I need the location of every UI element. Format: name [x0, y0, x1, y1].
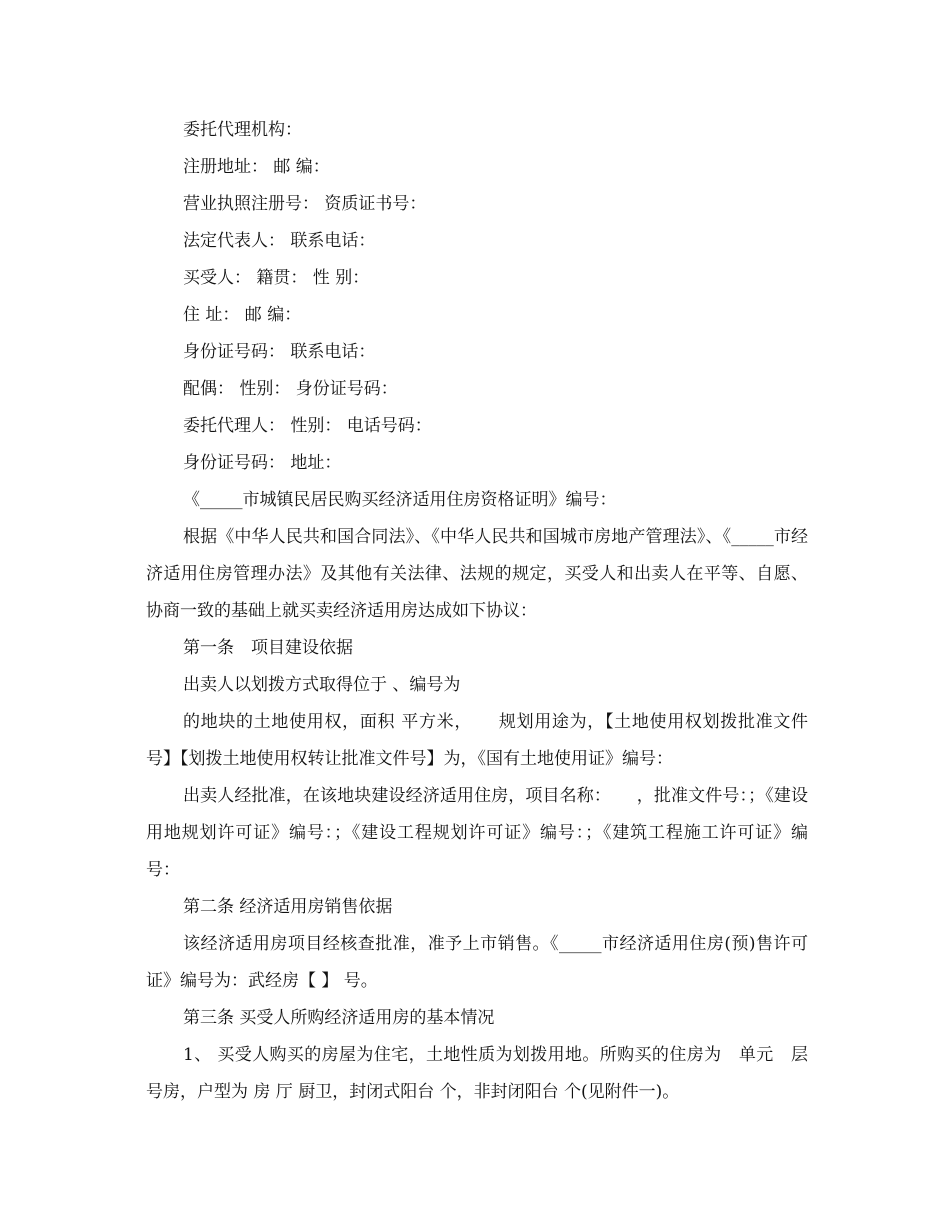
article2-paragraph: 该经济适用房项目经核查批准，准予上市销售。《_____市经济适用住房(预)售许可证》编号为：武经房【 】 号。 [146, 934, 808, 991]
agent-id-line: 身份证号码： 地址： [183, 453, 342, 473]
buyer-address-line: 住 址： 邮 编： [183, 305, 302, 325]
article1-title: 第一条 项目建设依据 [183, 638, 353, 658]
buyer-id-line: 身份证号码： 联系电话： [183, 342, 376, 362]
article1-location-line: 出卖人以划拨方式取得位于 、编号为 [183, 675, 461, 695]
legal-representative-line: 法定代表人： 联系电话： [183, 231, 376, 251]
article1-approval-paragraph: 出卖人经批准，在该地块建设经济适用住房，项目名称： ，批准文件号：；《建设用地规划许可证》编号：；《建设工程规划许可证》编号：；《建筑工程施工许可证》编号： [146, 786, 808, 880]
agent-person-line: 委托代理人： 性别： 电话号码： [183, 416, 432, 436]
agent-agency-line: 委托代理机构： [183, 120, 302, 140]
registered-address-line: 注册地址： 邮 编： [183, 157, 330, 177]
buyer-line: 买受人： 籍贯： 性 别： [183, 268, 370, 288]
business-license-line: 营业执照注册号： 资质证书号： [183, 194, 427, 214]
spouse-line: 配偶： 性别： 身份证号码： [183, 379, 398, 399]
article3-title: 第三条 买受人所购经济适用房的基本情况 [183, 1008, 495, 1028]
article2-title: 第二条 经济适用房销售依据 [183, 897, 393, 917]
article1-land-paragraph: 的地块的土地使用权，面积 平方米， 规划用途为，【土地使用权划拨批准文件号】【划拨土地使用权转让批准文件号】为，《国有土地使用证》编号： [146, 712, 808, 769]
document-body [146, 112, 808, 1111]
article3-item1: 1、 买受人购买的房屋为住宅，土地性质为划拨用地。所购买的住房为 单元 层 号房，户型为 房 厅 厨卫，封闭式阳台 个，非封闭阳台 个(见附件一)。 [146, 1045, 808, 1102]
qualification-certificate-line: 《_____市城镇民居民购买经济适用住房资格证明》编号： [183, 490, 617, 510]
preamble-paragraph: 根据《中华人民共和国合同法》、《中华人民共和国城市房地产管理法》、《_____市经济适用住房管理办法》及其他有关法律、法规的规定，买受人和出卖人在平等、自愿、协商一致的基础上就买卖经济适用房达成如下协议： [146, 527, 808, 621]
